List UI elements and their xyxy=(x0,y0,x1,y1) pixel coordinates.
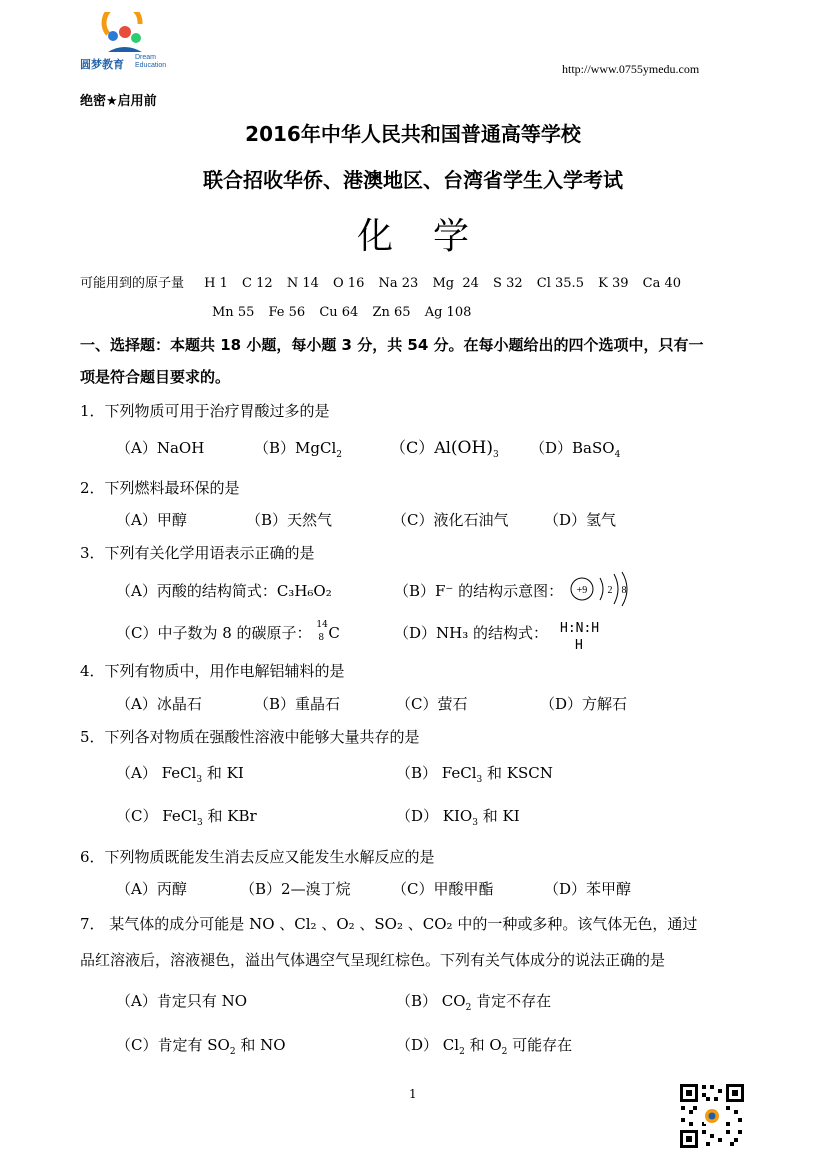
q5-d-text: （D） KIO xyxy=(396,807,473,825)
mass-item: Mg 24 xyxy=(432,276,479,291)
q1-option-a[interactable]: （A）NaOH xyxy=(116,439,205,457)
q4-option-b[interactable]: （B）重晶石 xyxy=(254,695,341,713)
q2-option-c[interactable]: （C）液化石油气 xyxy=(392,511,509,529)
q5-d-sub: 3 xyxy=(472,818,478,828)
atomic-mass-row1 xyxy=(80,272,691,291)
exam-title-line2: 联合招收华侨、港澳地区、台湾省学生入学考试 xyxy=(203,168,623,192)
q7-d-text: （D） Cl xyxy=(396,1036,460,1054)
exam-title-line1: 2016年中华人民共和国普通高等学校 xyxy=(245,122,581,146)
q7-d-sub1: 2 xyxy=(459,1047,465,1057)
q5-b-text: （B） FeCl xyxy=(396,764,477,782)
q5-b-post: 和 KSCN xyxy=(482,764,553,782)
q1-c-text: （C）Al xyxy=(390,438,451,457)
subject-title: 化学 xyxy=(356,216,509,257)
question-4-stem: 4．下列有物质中，用作电解铝辅料的是 xyxy=(80,662,345,680)
section-heading-line2: 项是符合题目要求的。 xyxy=(80,368,231,386)
mass-item: Zn 65 xyxy=(372,305,411,320)
logo-name: 圆梦教育 xyxy=(80,58,124,71)
q7-stem-line2: 品红溶液后，溶液褪色，溢出气体遇空气呈现红棕色。下列有关气体成分的说法正确的是 xyxy=(80,951,666,969)
mass-item: Ag 108 xyxy=(424,305,472,320)
logo-en-2: Education xyxy=(135,62,167,69)
q6-option-d[interactable]: （D）苯甲醇 xyxy=(544,880,632,898)
mass-item: S 32 xyxy=(493,276,523,291)
question-5-stem: 5．下列各对物质在强酸性溶液中能够大量共存的是 xyxy=(80,728,420,746)
q1-b-text: （B）MgCl xyxy=(254,439,337,457)
section-heading xyxy=(80,329,756,393)
q1-option-c[interactable] xyxy=(390,435,499,460)
q7-option-a[interactable]: （A）肯定只有 NO xyxy=(116,992,248,1010)
q7-c-sub: 2 xyxy=(229,1047,236,1057)
q7-b-text: （B） CO xyxy=(396,992,466,1010)
q5-c-sub: 3 xyxy=(196,818,203,828)
q5-c-text: （C） FeCl xyxy=(116,807,197,825)
mass-item: C 12 xyxy=(242,276,273,291)
q7-d-post: 可能存在 xyxy=(507,1036,573,1054)
ammonia-formula-top: H:N:H xyxy=(560,621,600,636)
q7-option-d[interactable] xyxy=(396,1034,572,1057)
q5-a-text: （A） FeCl xyxy=(116,764,197,782)
mass-item: Ca 40 xyxy=(642,276,682,291)
q4-option-c[interactable]: （C）萤石 xyxy=(396,695,468,713)
q7-b-sub: 2 xyxy=(465,1003,472,1013)
q1-d-sub: 4 xyxy=(614,450,621,460)
q1-c-sub: 3 xyxy=(492,450,499,461)
q2-option-b[interactable]: （B）天然气 xyxy=(246,511,333,529)
atomic-mass-label: 可能用到的原子量 xyxy=(80,276,185,291)
q7-d-mid: 和 O xyxy=(464,1036,502,1054)
mass-item: Cl 35.5 xyxy=(536,276,584,291)
q7-c-text: （C）肯定有 SO xyxy=(116,1036,230,1054)
section-heading-line1: 一、选择题：本题共 18 小题，每小题 3 分，共 54 分。在每小题给出的四个选项中，只有一 xyxy=(80,336,704,354)
q7-c-post: 和 NO xyxy=(235,1036,286,1054)
q4-option-d[interactable]: （D）方解石 xyxy=(540,695,628,713)
logo-en-1: Dream xyxy=(135,54,157,61)
mass-item: Na 23 xyxy=(378,276,419,291)
q5-a-post: 和 KI xyxy=(202,764,244,782)
mass-item: Fe 56 xyxy=(268,305,306,320)
mass-item: N 14 xyxy=(286,276,319,291)
isotope-notation xyxy=(316,620,328,643)
q1-d-text: （D）BaSO xyxy=(530,439,615,457)
question-7-stem xyxy=(80,906,756,978)
atomic-number: 8 xyxy=(318,633,325,643)
question-3-stem: 3．下列有关化学用语表示正确的是 xyxy=(80,544,315,562)
shell-2-electrons: 8 xyxy=(621,585,627,596)
q2-option-a[interactable]: （A）甲醇 xyxy=(116,511,187,529)
mass-item: K 39 xyxy=(598,276,629,291)
question-1-stem: 1．下列物质可用于治疗胃酸过多的是 xyxy=(80,402,330,420)
q3-c-text: （C）中子数为 8 的碳原子： xyxy=(116,624,312,642)
q5-option-d[interactable] xyxy=(396,805,520,828)
q1-option-d[interactable] xyxy=(530,437,620,460)
q5-c-post: 和 KBr xyxy=(202,807,257,825)
question-2-stem: 2．下列燃料最环保的是 xyxy=(80,479,240,497)
q5-option-a[interactable] xyxy=(116,762,244,785)
q3-option-b[interactable]: （B）F⁻ 的结构示意图： xyxy=(394,582,564,600)
confidential-label: 绝密★启用前 xyxy=(80,94,157,109)
header-url[interactable]: http://www.0755ymedu.com xyxy=(562,62,700,76)
page-number: 1 xyxy=(409,1087,417,1101)
q6-option-a[interactable]: （A）丙醇 xyxy=(116,880,187,898)
logo xyxy=(80,12,180,74)
q7-stem-line1: 7． 某气体的成分可能是 NO 、Cl₂ 、O₂ 、SO₂ 、CO₂ 中的一种或多种。该气体无色，通过 xyxy=(80,915,698,933)
carbon-symbol: C xyxy=(328,624,340,642)
ammonia-formula-bottom: H xyxy=(575,638,583,653)
q4-option-a[interactable]: （A）冰晶石 xyxy=(116,695,202,713)
q2-option-d[interactable]: （D）氢气 xyxy=(544,511,617,529)
ammonia-structure xyxy=(560,620,599,654)
q6-option-c[interactable]: （C）甲酸甲酯 xyxy=(392,880,494,898)
mass-item: Cu 64 xyxy=(319,305,359,320)
q5-b-sub: 3 xyxy=(476,775,483,785)
shell-1-electrons: 2 xyxy=(607,585,613,596)
q7-d-sub2: 2 xyxy=(501,1047,508,1057)
atomic-mass-row2 xyxy=(212,305,481,320)
q3-option-c[interactable] xyxy=(116,622,340,643)
nucleus-charge: +9 xyxy=(576,585,588,596)
q5-option-b[interactable] xyxy=(396,762,553,785)
mass-item: H 1 xyxy=(204,276,228,291)
q3-option-a[interactable]: （A）丙酸的结构简式：C₃H₆O₂ xyxy=(116,582,332,600)
q1-b-sub: 2 xyxy=(336,450,342,460)
fluoride-ion-structure-diagram xyxy=(566,570,632,610)
q7-option-b[interactable] xyxy=(396,990,551,1013)
qr-code-icon xyxy=(679,1083,745,1149)
mass-item: Mn 55 xyxy=(212,305,255,320)
q5-d-post: 和 KI xyxy=(477,807,520,825)
q1-option-b[interactable] xyxy=(254,437,342,460)
q5-a-sub: 3 xyxy=(196,775,203,785)
q5-option-c[interactable] xyxy=(116,805,257,828)
q6-option-b[interactable]: （B）2—溴丁烷 xyxy=(240,880,351,898)
q7-b-post: 肯定不存在 xyxy=(471,992,552,1010)
mass-number: 14 xyxy=(316,620,328,630)
q1-c-paren: (OH) xyxy=(450,438,493,458)
q3-option-d[interactable]: （D）NH₃ 的结构式： xyxy=(394,624,549,642)
q7-option-c[interactable] xyxy=(116,1034,286,1057)
question-6-stem: 6．下列物质既能发生消去反应又能发生水解反应的是 xyxy=(80,848,435,866)
mass-item: O 16 xyxy=(333,276,365,291)
logo-english xyxy=(135,54,166,70)
logo-emblem-icon xyxy=(80,12,180,58)
